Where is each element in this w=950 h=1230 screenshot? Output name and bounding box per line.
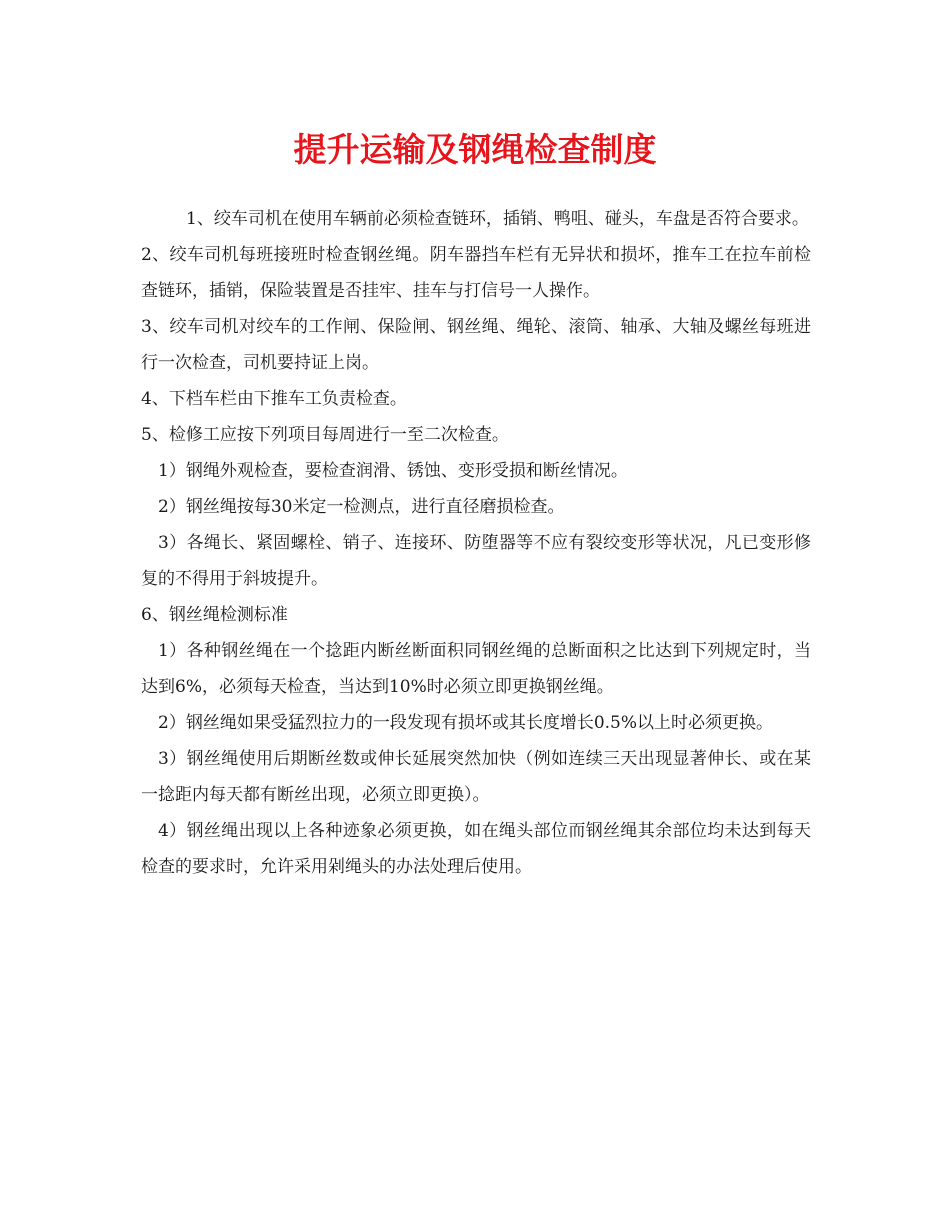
paragraph-5-item-2: 2）钢丝绳按每30米定一检测点，进行直径磨损检查。	[158, 497, 565, 517]
paragraph-6-item-1: 1）各种钢丝绳在一个捻距内断丝断面积同钢丝绳的总断面积之比达到下列规定时，当达到6%，必须每天检查，当达到10%时必须立即更换钢丝绳。	[141, 641, 811, 697]
paragraph-2: 2、绞车司机每班接班时检查钢丝绳。阴车器挡车栏有无异状和损坏，推车工在拉车前检查链环，插销，保险装置是否挂牢、挂车与打信号一人操作。	[141, 245, 811, 301]
paragraph-6: 6、钢丝绳检测标准	[141, 605, 288, 625]
paragraph-6-item-4: 4）钢丝绳出现以上各种迹象必须更换，如在绳头部位而钢丝绳其余部位均未达到每天检查的要求时，允许采用剁绳头的办法处理后使用。	[141, 821, 811, 877]
paragraph-1: 1、绞车司机在使用车辆前必须检查链环，插销、鸭咀、碰头，车盘是否符合要求。	[186, 209, 809, 229]
paragraph-3: 3、绞车司机对绞车的工作闸、保险闸、钢丝绳、绳轮、滚筒、轴承、大轴及螺丝每班进行一次检查，司机要持证上岗。	[141, 317, 811, 373]
paragraph-6-item-2: 2）钢丝绳如果受猛烈拉力的一段发现有损坏或其长度增长0.5%以上时必须更换。	[158, 713, 774, 733]
paragraph-5-item-3: 3）各绳长、紧固螺栓、销子、连接环、防堕器等不应有裂绞变形等状况，凡已变形修复的不得用于斜坡提升。	[141, 533, 811, 589]
paragraph-4: 4、下档车栏由下推车工负责检查。	[141, 389, 407, 409]
paragraph-6-item-3: 3）钢丝绳使用后期断丝数或伸长延展突然加快（例如连续三天出现显著伸长、或在某一捻距内每天都有断丝出现，必须立即更换）。	[141, 749, 811, 805]
paragraph-5-item-1: 1）钢绳外观检查，要检查润滑、锈蚀、变形受损和断丝情况。	[158, 461, 628, 481]
document-body	[141, 201, 811, 885]
paragraph-5: 5、检修工应按下列项目每周进行一至二次检查。	[141, 425, 509, 445]
document-title: 提升运输及钢绳检查制度	[293, 130, 657, 169]
